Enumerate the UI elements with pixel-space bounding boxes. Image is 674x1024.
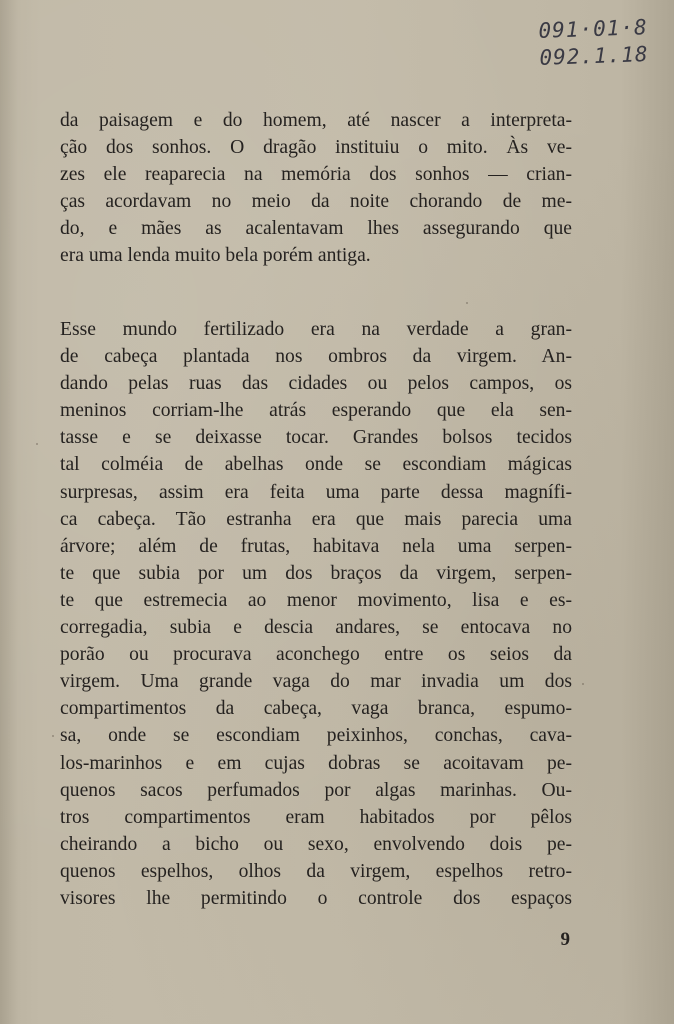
paper-speck	[582, 683, 584, 685]
text-line: te que subia por um dos braços da virgem, serpen-	[60, 562, 572, 584]
text-line: te que estremecia ao menor movimento, lisa e es-	[60, 589, 572, 611]
text-line: era uma lenda muito bela porém antiga.	[60, 245, 371, 267]
text-line: ças acordavam no meio da noite chorando de me-	[60, 191, 572, 213]
paper-speck	[466, 302, 468, 304]
paper-speck	[52, 735, 54, 737]
text-line: sa, onde se escondiam peixinhos, conchas, cava-	[60, 725, 572, 747]
text-line: ção dos sonhos. O dragão instituiu o mito. Às ve-	[60, 137, 572, 159]
text-line: árvore; além de frutas, habitava nela uma serpen-	[60, 535, 572, 557]
text-line: meninos corriam-lhe atrás esperando que ela sen-	[60, 400, 572, 422]
text-line: da paisagem e do homem, até nascer a interpreta-	[60, 110, 572, 131]
text-line: visores lhe permitindo o controle dos espaços	[60, 887, 572, 909]
text-line: cheirando a bicho ou sexo, envolvendo dois pe-	[60, 833, 572, 855]
text-line: dando pelas ruas das cidades ou pelos campos, os	[60, 373, 572, 395]
text-line: Esse mundo fertilizado era na verdade a gran-	[60, 319, 572, 340]
catalog-mark: 091·01·8	[537, 15, 648, 43]
text-line: tasse e se deixasse tocar. Grandes bolsos tecidos	[60, 427, 572, 449]
handwritten-catalog-number	[538, 14, 649, 72]
paragraph-1	[60, 107, 572, 270]
text-line: virgem. Uma grande vaga do mar invadia um dos	[60, 671, 572, 693]
paragraph-2	[60, 316, 572, 912]
text-line: surpresas, assim era feita uma parte dessa magnífi-	[60, 481, 572, 503]
text-line: quenos espelhos, olhos da virgem, espelhos retro-	[60, 860, 572, 882]
text-line: zes ele reaparecia na memória dos sonhos — crian-	[60, 164, 572, 186]
text-line: ca cabeça. Tão estranha era que mais parecia uma	[60, 508, 572, 530]
catalog-mark: 092.1.18	[538, 42, 649, 70]
text-line: tros compartimentos eram habitados por pêlos	[60, 806, 572, 828]
page-number: 9	[560, 929, 570, 950]
text-line: do, e mães as acalentavam lhes assegurando que	[60, 218, 572, 240]
text-line: quenos sacos perfumados por algas marinhas. Ou-	[60, 779, 572, 801]
text-line: de cabeça plantada nos ombros da virgem. An-	[60, 346, 572, 368]
text-line: compartimentos da cabeça, vaga branca, espumo-	[60, 698, 572, 720]
paper-speck	[36, 443, 38, 445]
text-line: corregadia, subia e descia andares, se entocava no	[60, 617, 572, 639]
text-line: porão ou procurava aconchego entre os seios da	[60, 644, 572, 666]
text-line: los-marinhos e em cujas dobras se acoitavam pe-	[60, 752, 572, 774]
text-line: tal colméia de abelhas onde se escondiam mágicas	[60, 454, 572, 476]
